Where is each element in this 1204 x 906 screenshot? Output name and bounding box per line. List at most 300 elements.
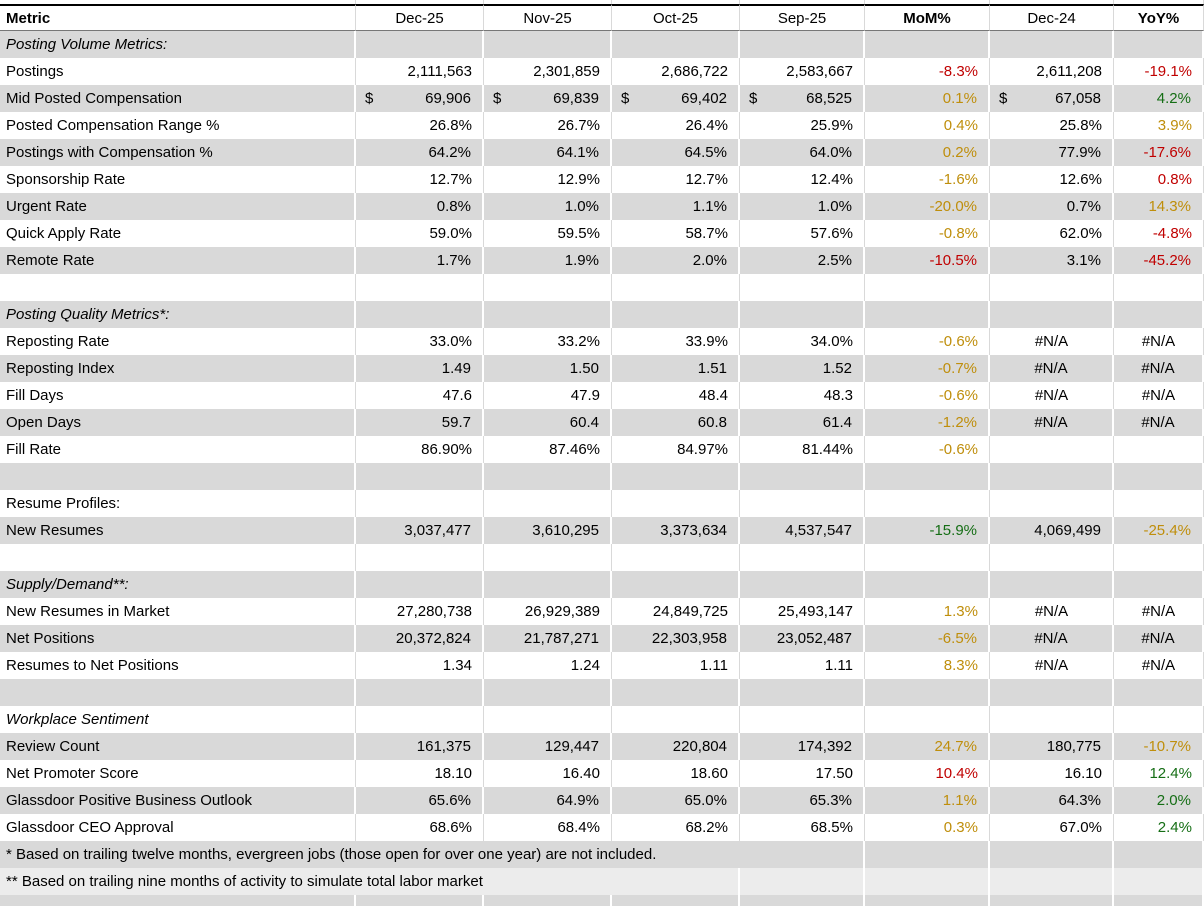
- value-cell[interactable]: 59.0%: [356, 220, 484, 247]
- value-cell[interactable]: 4,537,547: [740, 517, 865, 544]
- value-cell[interactable]: [740, 706, 865, 733]
- dec24-cell[interactable]: [990, 706, 1114, 733]
- metric-row: [0, 517, 1204, 544]
- mom-cell[interactable]: -15.9%: [865, 517, 990, 544]
- dec24-cell[interactable]: 2,611,208: [990, 58, 1114, 85]
- metric-row: [0, 355, 1204, 382]
- dec24-cell[interactable]: [990, 571, 1114, 598]
- value-cell[interactable]: 48.3: [740, 382, 865, 409]
- column-header-sep-25[interactable]: Sep-25: [740, 4, 865, 31]
- dec24-cell[interactable]: [990, 301, 1114, 328]
- dec24-cell[interactable]: 77.9%: [990, 139, 1114, 166]
- empty-cell[interactable]: [740, 868, 865, 895]
- value-cell[interactable]: [484, 274, 612, 301]
- metric-row: [0, 112, 1204, 139]
- metric-label[interactable]: Sponsorship Rate: [0, 166, 356, 193]
- metric-label[interactable]: Mid Posted Compensation: [0, 85, 356, 112]
- dec24-cell[interactable]: 64.3%: [990, 787, 1114, 814]
- value-cell[interactable]: 26.8%: [356, 112, 484, 139]
- value-cell[interactable]: 64.9%: [484, 787, 612, 814]
- value-cell[interactable]: 1.34: [356, 652, 484, 679]
- value-cell[interactable]: [740, 31, 865, 58]
- value-cell[interactable]: 1.0%: [484, 193, 612, 220]
- value-cell[interactable]: 1.7%: [356, 247, 484, 274]
- column-header-nov-25[interactable]: Nov-25: [484, 4, 612, 31]
- metric-label[interactable]: Glassdoor CEO Approval: [0, 814, 356, 841]
- section-title[interactable]: Posting Quality Metrics*:: [0, 301, 356, 328]
- value-cell[interactable]: 12.4%: [740, 166, 865, 193]
- value-cell[interactable]: 174,392: [740, 733, 865, 760]
- partial-cell: [990, 895, 1114, 906]
- yoy-cell[interactable]: #N/A: [1114, 625, 1204, 652]
- metric-label[interactable]: Review Count: [0, 733, 356, 760]
- empty-cell[interactable]: [0, 463, 356, 490]
- value-cell[interactable]: [356, 463, 484, 490]
- empty-row: [0, 544, 1204, 571]
- mom-cell[interactable]: -1.2%: [865, 409, 990, 436]
- mom-cell[interactable]: [865, 571, 990, 598]
- value-cell[interactable]: 2.5%: [740, 247, 865, 274]
- column-header-yoy[interactable]: YoY%: [1114, 4, 1204, 31]
- column-header-mom[interactable]: MoM%: [865, 4, 990, 31]
- value-cell[interactable]: 22,303,958: [612, 625, 740, 652]
- value-cell[interactable]: 3,373,634: [612, 517, 740, 544]
- value-cell[interactable]: 33.2%: [484, 328, 612, 355]
- metric-label[interactable]: Postings with Compensation %: [0, 139, 356, 166]
- value-cell[interactable]: 2,583,667: [740, 58, 865, 85]
- dec24-cell[interactable]: #N/A: [990, 355, 1114, 382]
- partial-cell: [0, 895, 356, 906]
- empty-cell[interactable]: [865, 841, 990, 868]
- value-cell[interactable]: [356, 544, 484, 571]
- value-cell[interactable]: 20,372,824: [356, 625, 484, 652]
- metric-row: [0, 193, 1204, 220]
- yoy-cell[interactable]: #N/A: [1114, 652, 1204, 679]
- value-cell[interactable]: 64.2%: [356, 139, 484, 166]
- yoy-cell[interactable]: 2.4%: [1114, 814, 1204, 841]
- dec24-cell[interactable]: 12.6%: [990, 166, 1114, 193]
- mom-cell[interactable]: 0.4%: [865, 112, 990, 139]
- value-cell[interactable]: 12.7%: [612, 166, 740, 193]
- column-header-dec-25[interactable]: Dec-25: [356, 4, 484, 31]
- dec24-cell[interactable]: 67.0%: [990, 814, 1114, 841]
- section-header-row: [0, 301, 1204, 328]
- dec24-cell[interactable]: #N/A: [990, 409, 1114, 436]
- metric-row: [0, 625, 1204, 652]
- column-header-dec-24[interactable]: Dec-24: [990, 4, 1114, 31]
- value-cell[interactable]: 1.49: [356, 355, 484, 382]
- value-cell[interactable]: 68.6%: [356, 814, 484, 841]
- mom-cell[interactable]: 8.3%: [865, 652, 990, 679]
- value-cell[interactable]: 26.4%: [612, 112, 740, 139]
- value-cell[interactable]: 47.6: [356, 382, 484, 409]
- dec24-cell[interactable]: [990, 274, 1114, 301]
- mom-cell[interactable]: [865, 301, 990, 328]
- dec24-cell[interactable]: 180,775: [990, 733, 1114, 760]
- empty-cell[interactable]: [865, 868, 990, 895]
- yoy-cell[interactable]: [1114, 31, 1204, 58]
- empty-cell[interactable]: [0, 274, 356, 301]
- value-cell[interactable]: [356, 31, 484, 58]
- value-cell[interactable]: 1.9%: [484, 247, 612, 274]
- column-header-oct-25[interactable]: Oct-25: [612, 4, 740, 31]
- metric-label[interactable]: Urgent Rate: [0, 193, 356, 220]
- dec24-cell[interactable]: #N/A: [990, 382, 1114, 409]
- value-cell[interactable]: 161,375: [356, 733, 484, 760]
- value-cell[interactable]: 25,493,147: [740, 598, 865, 625]
- metric-label[interactable]: Resumes to Net Positions: [0, 652, 356, 679]
- value-cell[interactable]: 26,929,389: [484, 598, 612, 625]
- metric-row: [0, 760, 1204, 787]
- value-cell[interactable]: 64.1%: [484, 139, 612, 166]
- metric-label[interactable]: Open Days: [0, 409, 356, 436]
- yoy-cell[interactable]: -25.4%: [1114, 517, 1204, 544]
- value-cell[interactable]: 26.7%: [484, 112, 612, 139]
- partial-cell: [740, 895, 865, 906]
- yoy-cell[interactable]: [1114, 463, 1204, 490]
- value-cell[interactable]: 18.10: [356, 760, 484, 787]
- value-cell[interactable]: 3,610,295: [484, 517, 612, 544]
- value-cell[interactable]: 16.40: [484, 760, 612, 787]
- section-title[interactable]: Posting Volume Metrics:: [0, 31, 356, 58]
- yoy-cell[interactable]: [1114, 301, 1204, 328]
- metric-label[interactable]: Quick Apply Rate: [0, 220, 356, 247]
- value-cell[interactable]: 33.0%: [356, 328, 484, 355]
- yoy-cell[interactable]: 4.2%: [1114, 85, 1204, 112]
- yoy-cell[interactable]: -45.2%: [1114, 247, 1204, 274]
- metric-label[interactable]: Fill Days: [0, 382, 356, 409]
- value-cell[interactable]: [740, 463, 865, 490]
- section-title[interactable]: Supply/Demand**:: [0, 571, 356, 598]
- mom-cell[interactable]: [865, 490, 990, 517]
- mom-cell[interactable]: 0.2%: [865, 139, 990, 166]
- value-cell[interactable]: 1.11: [612, 652, 740, 679]
- value-cell[interactable]: 64.5%: [612, 139, 740, 166]
- metric-row: [0, 382, 1204, 409]
- value-cell[interactable]: 81.44%: [740, 436, 865, 463]
- yoy-cell[interactable]: #N/A: [1114, 328, 1204, 355]
- value-cell[interactable]: 60.8: [612, 409, 740, 436]
- mom-cell[interactable]: [865, 463, 990, 490]
- yoy-cell[interactable]: -10.7%: [1114, 733, 1204, 760]
- metric-row: [0, 787, 1204, 814]
- yoy-cell[interactable]: [1114, 490, 1204, 517]
- value-cell[interactable]: [612, 274, 740, 301]
- value-cell[interactable]: [740, 85, 865, 112]
- mom-cell[interactable]: -6.5%: [865, 625, 990, 652]
- dec24-cell[interactable]: [990, 679, 1114, 706]
- mom-cell[interactable]: -1.6%: [865, 166, 990, 193]
- value-cell[interactable]: [740, 571, 865, 598]
- yoy-cell[interactable]: [1114, 571, 1204, 598]
- metric-label[interactable]: Reposting Rate: [0, 328, 356, 355]
- value-cell[interactable]: [740, 274, 865, 301]
- value-cell[interactable]: 1.51: [612, 355, 740, 382]
- value-cell[interactable]: [612, 31, 740, 58]
- metric-label[interactable]: New Resumes in Market: [0, 598, 356, 625]
- value-cell[interactable]: [484, 571, 612, 598]
- value-cell[interactable]: [356, 490, 484, 517]
- value-cell[interactable]: [612, 706, 740, 733]
- yoy-cell[interactable]: 14.3%: [1114, 193, 1204, 220]
- partial-cell: [1114, 895, 1204, 906]
- value-cell[interactable]: 34.0%: [740, 328, 865, 355]
- partial-cell: [484, 895, 612, 906]
- value-cell[interactable]: 33.9%: [612, 328, 740, 355]
- column-header-metric[interactable]: Metric: [0, 4, 356, 31]
- dec24-cell[interactable]: [990, 490, 1114, 517]
- currency-symbol: $: [999, 90, 1008, 107]
- mom-cell[interactable]: -0.6%: [865, 382, 990, 409]
- value-cell[interactable]: 48.4: [612, 382, 740, 409]
- value-cell[interactable]: 1.1%: [612, 193, 740, 220]
- value-cell[interactable]: 1.24: [484, 652, 612, 679]
- yoy-cell[interactable]: #N/A: [1114, 598, 1204, 625]
- value-cell[interactable]: [356, 85, 484, 112]
- value-cell[interactable]: 65.6%: [356, 787, 484, 814]
- value-cell[interactable]: 59.5%: [484, 220, 612, 247]
- dec24-cell[interactable]: 25.8%: [990, 112, 1114, 139]
- footnote-row: [0, 868, 1204, 895]
- value-text: 69,839: [553, 90, 599, 107]
- value-cell[interactable]: 2,301,859: [484, 58, 612, 85]
- value-cell[interactable]: 27,280,738: [356, 598, 484, 625]
- empty-cell[interactable]: [0, 544, 356, 571]
- value-cell[interactable]: [612, 571, 740, 598]
- yoy-cell[interactable]: 3.9%: [1114, 112, 1204, 139]
- mom-cell[interactable]: [865, 706, 990, 733]
- value-cell[interactable]: 47.9: [484, 382, 612, 409]
- mom-cell[interactable]: 10.4%: [865, 760, 990, 787]
- value-cell[interactable]: 1.52: [740, 355, 865, 382]
- metric-row: [0, 814, 1204, 841]
- value-cell[interactable]: 65.3%: [740, 787, 865, 814]
- dec24-cell[interactable]: [990, 436, 1114, 463]
- value-cell[interactable]: [612, 301, 740, 328]
- mom-cell[interactable]: -10.5%: [865, 247, 990, 274]
- dec24-cell[interactable]: 4,069,499: [990, 517, 1114, 544]
- section-title[interactable]: Workplace Sentiment: [0, 706, 356, 733]
- metric-label[interactable]: Net Positions: [0, 625, 356, 652]
- yoy-cell[interactable]: [1114, 706, 1204, 733]
- metric-row: [0, 85, 1204, 112]
- currency-symbol: $: [749, 90, 758, 107]
- footnote-row: [0, 841, 1204, 868]
- footnote-text[interactable]: * Based on trailing twelve months, evergreen jobs (those open for over one year) are not included.: [0, 841, 865, 868]
- yoy-cell[interactable]: -17.6%: [1114, 139, 1204, 166]
- metric-row: [0, 220, 1204, 247]
- currency-symbol: $: [493, 90, 502, 107]
- mom-cell[interactable]: [865, 679, 990, 706]
- dec24-cell[interactable]: 16.10: [990, 760, 1114, 787]
- currency-symbol: $: [621, 90, 630, 107]
- empty-cell[interactable]: [1114, 868, 1204, 895]
- value-cell[interactable]: 61.4: [740, 409, 865, 436]
- mom-cell[interactable]: 24.7%: [865, 733, 990, 760]
- yoy-cell[interactable]: #N/A: [1114, 355, 1204, 382]
- yoy-cell[interactable]: [1114, 436, 1204, 463]
- metric-label[interactable]: Reposting Index: [0, 355, 356, 382]
- value-cell[interactable]: [612, 463, 740, 490]
- mom-cell[interactable]: -20.0%: [865, 193, 990, 220]
- value-cell[interactable]: [484, 463, 612, 490]
- value-cell[interactable]: [356, 706, 484, 733]
- value-cell[interactable]: 57.6%: [740, 220, 865, 247]
- value-cell[interactable]: [484, 679, 612, 706]
- section-title[interactable]: Resume Profiles:: [0, 490, 356, 517]
- value-cell[interactable]: 1.50: [484, 355, 612, 382]
- value-cell[interactable]: [612, 85, 740, 112]
- mom-cell[interactable]: 0.3%: [865, 814, 990, 841]
- value-cell[interactable]: [356, 274, 484, 301]
- value-cell[interactable]: [612, 544, 740, 571]
- yoy-cell[interactable]: [1114, 544, 1204, 571]
- empty-cell[interactable]: [990, 841, 1114, 868]
- yoy-cell[interactable]: [1114, 679, 1204, 706]
- dec24-cell[interactable]: #N/A: [990, 652, 1114, 679]
- value-cell[interactable]: [740, 490, 865, 517]
- value-cell[interactable]: 18.60: [612, 760, 740, 787]
- dec24-cell[interactable]: 62.0%: [990, 220, 1114, 247]
- value-cell[interactable]: 60.4: [484, 409, 612, 436]
- value-cell[interactable]: 68.5%: [740, 814, 865, 841]
- mom-cell[interactable]: -0.6%: [865, 328, 990, 355]
- value-cell[interactable]: 1.11: [740, 652, 865, 679]
- mom-cell[interactable]: 0.1%: [865, 85, 990, 112]
- mom-cell[interactable]: -8.3%: [865, 58, 990, 85]
- metric-label[interactable]: Postings: [0, 58, 356, 85]
- value-cell[interactable]: [740, 679, 865, 706]
- metric-label[interactable]: Remote Rate: [0, 247, 356, 274]
- value-cell[interactable]: 2,111,563: [356, 58, 484, 85]
- mom-cell[interactable]: [865, 31, 990, 58]
- empty-row: [0, 463, 1204, 490]
- metric-label[interactable]: Fill Rate: [0, 436, 356, 463]
- dec24-cell[interactable]: [990, 544, 1114, 571]
- section-header-row: [0, 706, 1204, 733]
- value-cell[interactable]: [484, 490, 612, 517]
- value-cell[interactable]: 129,447: [484, 733, 612, 760]
- dec24-cell[interactable]: 3.1%: [990, 247, 1114, 274]
- value-cell[interactable]: 12.9%: [484, 166, 612, 193]
- value-cell[interactable]: [484, 85, 612, 112]
- value-cell[interactable]: 12.7%: [356, 166, 484, 193]
- value-cell[interactable]: 68.2%: [612, 814, 740, 841]
- value-cell[interactable]: 68.4%: [484, 814, 612, 841]
- header-row: [0, 4, 1204, 31]
- value-cell[interactable]: 84.97%: [612, 436, 740, 463]
- yoy-cell[interactable]: 12.4%: [1114, 760, 1204, 787]
- value-cell[interactable]: 58.7%: [612, 220, 740, 247]
- value-cell[interactable]: 0.8%: [356, 193, 484, 220]
- yoy-cell[interactable]: -19.1%: [1114, 58, 1204, 85]
- metric-row: [0, 58, 1204, 85]
- value-cell[interactable]: [356, 571, 484, 598]
- value-cell[interactable]: [356, 679, 484, 706]
- value-cell[interactable]: [484, 31, 612, 58]
- dec24-cell[interactable]: #N/A: [990, 625, 1114, 652]
- dec24-cell[interactable]: #N/A: [990, 328, 1114, 355]
- metric-row: [0, 139, 1204, 166]
- value-cell[interactable]: [612, 490, 740, 517]
- mom-cell[interactable]: [865, 274, 990, 301]
- yoy-cell[interactable]: #N/A: [1114, 382, 1204, 409]
- partial-row-bottom: [0, 895, 1204, 906]
- value-cell[interactable]: 3,037,477: [356, 517, 484, 544]
- yoy-cell[interactable]: 0.8%: [1114, 166, 1204, 193]
- mom-cell[interactable]: 1.3%: [865, 598, 990, 625]
- value-cell[interactable]: [484, 544, 612, 571]
- value-cell[interactable]: [740, 301, 865, 328]
- value-cell[interactable]: [612, 679, 740, 706]
- value-cell[interactable]: 2.0%: [612, 247, 740, 274]
- section-header-row: [0, 571, 1204, 598]
- metric-row: [0, 436, 1204, 463]
- mom-cell[interactable]: [865, 544, 990, 571]
- dec24-cell[interactable]: [990, 463, 1114, 490]
- footnote-text[interactable]: ** Based on trailing nine months of activity to simulate total labor market: [0, 868, 740, 895]
- metric-row: [0, 733, 1204, 760]
- empty-row: [0, 274, 1204, 301]
- value-cell[interactable]: 25.9%: [740, 112, 865, 139]
- value-cell[interactable]: 23,052,487: [740, 625, 865, 652]
- value-cell[interactable]: 59.7: [356, 409, 484, 436]
- dec24-cell[interactable]: [990, 85, 1114, 112]
- value-cell[interactable]: 65.0%: [612, 787, 740, 814]
- mom-cell[interactable]: -0.6%: [865, 436, 990, 463]
- value-cell[interactable]: [484, 301, 612, 328]
- value-cell[interactable]: 21,787,271: [484, 625, 612, 652]
- value-cell[interactable]: [484, 706, 612, 733]
- mom-cell[interactable]: 1.1%: [865, 787, 990, 814]
- value-cell[interactable]: 17.50: [740, 760, 865, 787]
- yoy-cell[interactable]: 2.0%: [1114, 787, 1204, 814]
- value-cell[interactable]: 2,686,722: [612, 58, 740, 85]
- empty-cell[interactable]: [990, 868, 1114, 895]
- yoy-cell[interactable]: [1114, 274, 1204, 301]
- metric-label[interactable]: New Resumes: [0, 517, 356, 544]
- partial-cell: [612, 895, 740, 906]
- dec24-cell[interactable]: [990, 31, 1114, 58]
- empty-cell[interactable]: [0, 679, 356, 706]
- metric-label[interactable]: Net Promoter Score: [0, 760, 356, 787]
- value-text: 68,525: [806, 90, 852, 107]
- currency-symbol: $: [365, 90, 374, 107]
- value-cell[interactable]: 86.90%: [356, 436, 484, 463]
- yoy-cell[interactable]: #N/A: [1114, 409, 1204, 436]
- value-cell[interactable]: 24,849,725: [612, 598, 740, 625]
- metric-label[interactable]: Posted Compensation Range %: [0, 112, 356, 139]
- value-cell[interactable]: 64.0%: [740, 139, 865, 166]
- yoy-cell[interactable]: -4.8%: [1114, 220, 1204, 247]
- value-cell[interactable]: [740, 544, 865, 571]
- empty-cell[interactable]: [1114, 841, 1204, 868]
- value-cell[interactable]: 1.0%: [740, 193, 865, 220]
- dec24-cell[interactable]: 0.7%: [990, 193, 1114, 220]
- value-cell[interactable]: 220,804: [612, 733, 740, 760]
- metric-row: [0, 328, 1204, 355]
- mom-cell[interactable]: -0.7%: [865, 355, 990, 382]
- value-cell[interactable]: 87.46%: [484, 436, 612, 463]
- value-text: 67,058: [1055, 90, 1101, 107]
- dec24-cell[interactable]: #N/A: [990, 598, 1114, 625]
- metric-row: [0, 409, 1204, 436]
- value-cell[interactable]: [356, 301, 484, 328]
- empty-row: [0, 679, 1204, 706]
- metric-label[interactable]: Glassdoor Positive Business Outlook: [0, 787, 356, 814]
- value-text: 69,402: [681, 90, 727, 107]
- mom-cell[interactable]: -0.8%: [865, 220, 990, 247]
